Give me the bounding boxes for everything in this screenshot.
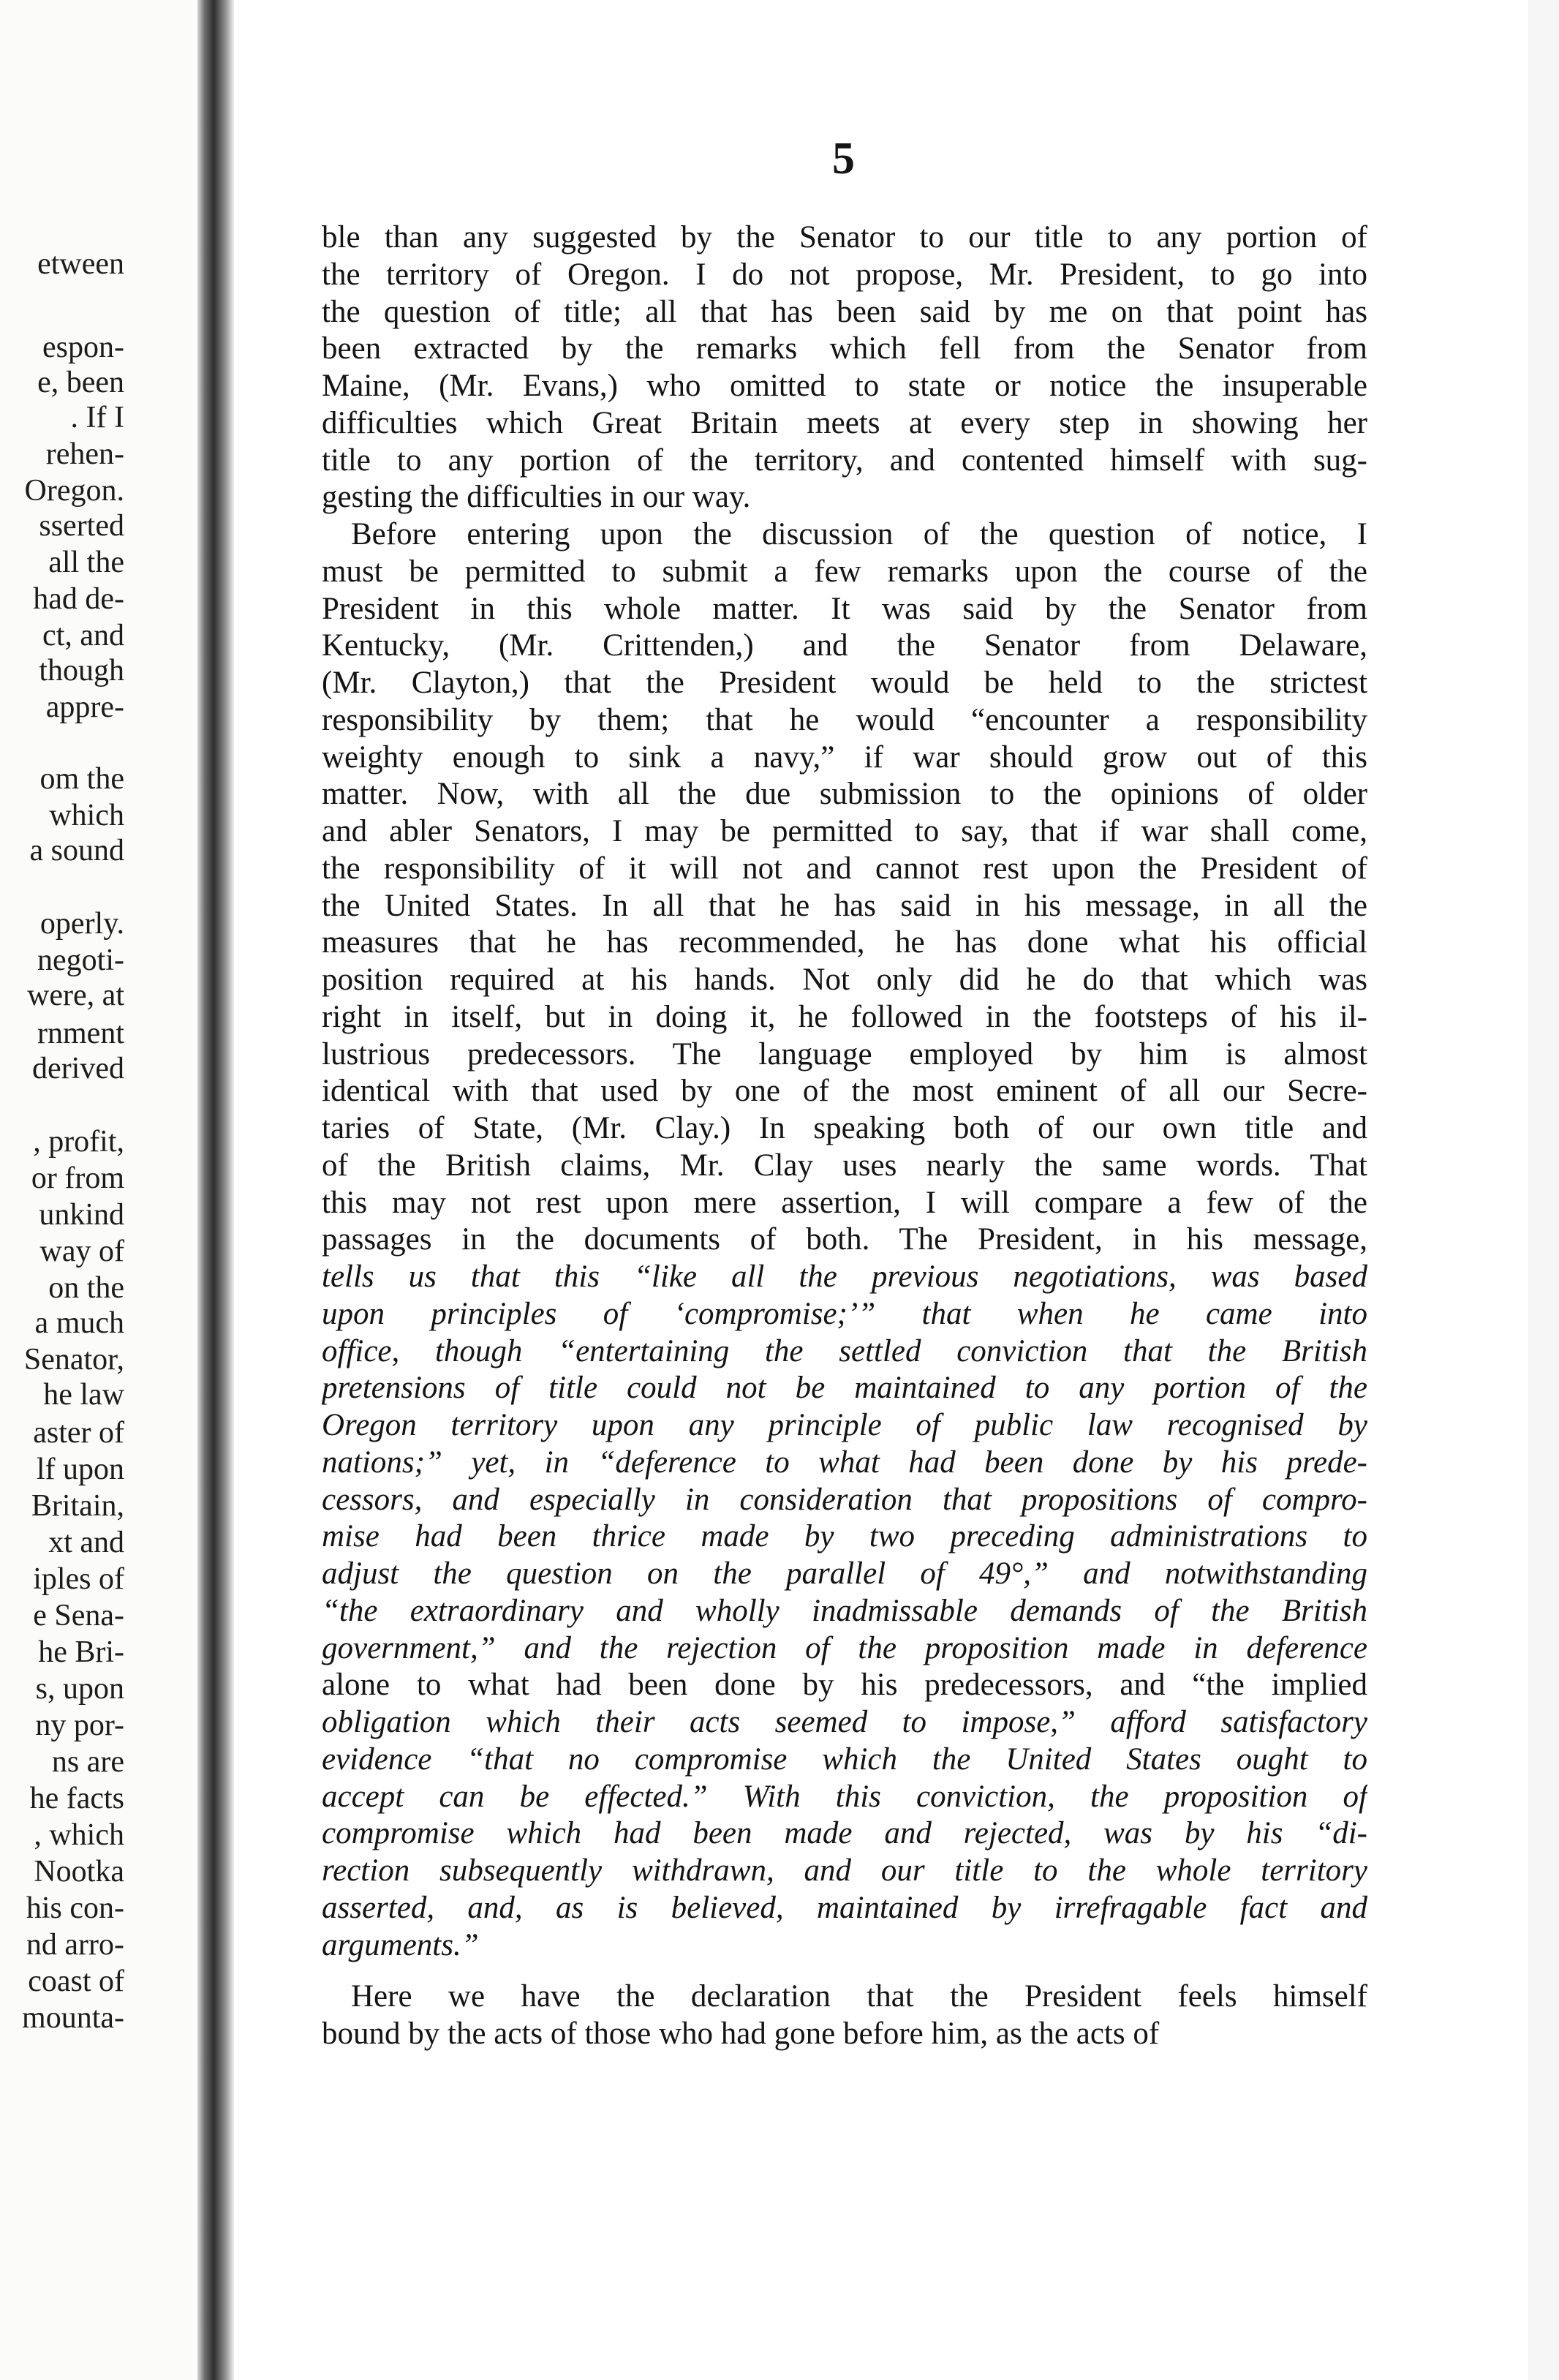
facing-page-line: s, upon (35, 1672, 124, 1706)
text-line: the question of title; all that has been said by me on that point has (322, 295, 1367, 329)
facing-page-line: e, been (37, 366, 124, 399)
facing-page-line: . If I (70, 401, 124, 434)
text-line: arguments.” (322, 1928, 479, 1962)
text-line: difficulties which Great Britain meets at every step in showing her (322, 406, 1367, 440)
facing-page-line: aster of (33, 1416, 124, 1450)
text-line: taries of State, (Mr. Clay.) In speaking both of our own title and (322, 1111, 1367, 1145)
facing-page-line: a sound (29, 834, 124, 867)
facing-page-line: e Sena- (33, 1599, 124, 1633)
text-line: Kentucky, (Mr. Crittenden,) and the Senator from Delaware, (322, 628, 1367, 663)
facing-page-line: sserted (39, 509, 124, 543)
facing-page-line: xt and (48, 1526, 124, 1559)
text-line: title to any portion of the territory, and contented himself with sug- (322, 443, 1367, 478)
facing-page-line: unkind (39, 1198, 124, 1232)
facing-page-line: his con- (26, 1891, 124, 1925)
text-line: must be permitted to submit a few remarks upon the course of the (322, 554, 1367, 589)
text-line: accept can be effected.” With this conviction, the proposition of (322, 1780, 1367, 1814)
text-line: cessors, and especially in consideration that propositions of compro- (322, 1483, 1367, 1517)
facing-page-line: operly. (39, 907, 124, 941)
text-line: and abler Senators, I may be permitted to say, that if war shall come, (322, 814, 1367, 848)
facing-page-line: om the (39, 762, 124, 796)
facing-page-line: which (49, 799, 124, 832)
text-line: President in this whole matter. It was said by the Senator from (322, 592, 1367, 626)
facing-page-line: he law (43, 1378, 124, 1412)
text-line: nations;” yet, in “deference to what had been done by his prede- (322, 1445, 1367, 1480)
text-line: passages in the documents of both. The President, in his message, (322, 1222, 1367, 1257)
text-line: right in itself, but in doing it, he followed in the footsteps of his il- (322, 1000, 1367, 1034)
text-line: pretensions of title could not be maintained to any portion of the (322, 1371, 1367, 1405)
facing-page-line: Nootka (34, 1855, 124, 1888)
facing-page-line: Senator, (23, 1343, 124, 1377)
facing-page-line: iples of (33, 1562, 124, 1596)
text-line: gesting the difficulties in our way. (322, 480, 751, 514)
text-line: the responsibility of it will not and cannot rest upon the President of (322, 851, 1367, 886)
facing-page-line: ct, and (42, 619, 124, 652)
facing-page-line: had de- (33, 582, 124, 616)
facing-page-line: negoti- (37, 944, 124, 977)
text-line: responsibility by them; that he would “encounter a responsibility (322, 703, 1367, 737)
text-line: matter. Now, with all the due submission to the opinions of older (322, 777, 1367, 811)
text-line: measures that he has recommended, he has done what his official (322, 925, 1367, 960)
facing-page-line: though (39, 654, 124, 688)
facing-page-line: all the (48, 546, 124, 579)
book-gutter (197, 0, 234, 2380)
facing-page-fragment (0, 0, 197, 2380)
facing-page-line: nd arro- (26, 1928, 124, 1962)
text-line: rection subsequently withdrawn, and our title to the whole territory (322, 1853, 1367, 1888)
facing-page-line: ns are (51, 1745, 124, 1779)
text-line: bound by the acts of those who had gone before him, as the acts of (322, 2016, 1160, 2051)
text-line: obligation which their acts seemed to impose,” afford satisfactory (322, 1705, 1367, 1739)
text-line: weighty enough to sink a navy,” if war should grow out of this (322, 740, 1367, 775)
text-line: ble than any suggested by the Senator to our title to any portion of (322, 220, 1367, 255)
facing-page-line: or from (31, 1161, 124, 1195)
text-line: Before entering upon the discussion of the question of notice, I (351, 517, 1367, 551)
text-line: office, though “entertaining the settled conviction that the British (322, 1334, 1367, 1368)
facing-page-line: were, at (27, 979, 124, 1012)
text-line: this may not rest upon mere assertion, I will compare a few of the (322, 1186, 1367, 1220)
facing-page-line: way of (39, 1235, 124, 1268)
text-line: government,” and the rejection of the proposition made in deference (322, 1631, 1367, 1665)
facing-page-line: Oregon. (24, 474, 124, 508)
text-line: upon principles of ‘compromise;’” that when he came into (322, 1297, 1367, 1331)
facing-page-line: he facts (29, 1782, 124, 1815)
text-line: tells us that this “like all the previous negotiations, was based (322, 1259, 1367, 1294)
text-line: Oregon territory upon any principle of public law recognised by (322, 1408, 1367, 1442)
facing-page-line: , profit, (33, 1125, 124, 1159)
facing-page-line: mounta- (22, 2001, 124, 2035)
facing-page-line: lf upon (36, 1453, 124, 1486)
facing-page-line: on the (48, 1271, 124, 1305)
text-line: (Mr. Clayton,) that the President would be held to the strictest (322, 666, 1367, 700)
page-edge (1528, 0, 1559, 2380)
text-line: alone to what had been done by his predecessors, and “the implied (322, 1668, 1367, 1702)
text-line: lustrious predecessors. The language employed by him is almost (322, 1037, 1367, 1072)
text-line: of the British claims, Mr. Clay uses nearly the same words. That (322, 1148, 1367, 1183)
facing-page-line: derived (32, 1052, 124, 1085)
facing-page-line: espon- (42, 331, 124, 364)
text-line: Maine, (Mr. Evans,) who omitted to state or notice the insuperable (322, 369, 1367, 403)
facing-page-line: etween (37, 247, 124, 281)
facing-page-line: , which (34, 1818, 124, 1852)
text-line: mise had been thrice made by two preceding administrations to (322, 1519, 1367, 1554)
text-line: the United States. In all that he has said in his message, in all the (322, 889, 1367, 923)
text-line: “the extraordinary and wholly inadmissable demands of the British (322, 1594, 1367, 1628)
facing-page-line: ny por- (35, 1709, 124, 1742)
facing-page-line: Britain, (31, 1489, 124, 1523)
text-line: the territory of Oregon. I do not propose, Mr. President, to go into (322, 257, 1367, 292)
facing-page-line: appre- (45, 690, 124, 724)
text-line: asserted, and, as is believed, maintained by irrefragable fact and (322, 1891, 1367, 1925)
text-line: compromise which had been made and rejected, was by his “di- (322, 1816, 1367, 1850)
text-line: identical with that used by one of the most eminent of all our Secre- (322, 1074, 1367, 1108)
facing-page-line: rnment (37, 1017, 124, 1050)
text-line: adjust the question on the parallel of 49°,” and notwithstanding (322, 1556, 1367, 1591)
text-line: Here we have the declaration that the President feels himself (351, 1979, 1367, 2014)
facing-page-line: a much (34, 1306, 124, 1340)
facing-page-line: he Bri- (38, 1635, 124, 1669)
facing-page-line: coast of (28, 1965, 124, 1998)
text-line: been extracted by the remarks which fell from the Senator from (322, 331, 1367, 366)
facing-page-line: rehen- (45, 437, 124, 471)
text-line: evidence “that no compromise which the United States ought to (322, 1742, 1367, 1777)
page-number: 5 (832, 134, 855, 184)
text-line: position required at his hands. Not only did he do that which was (322, 963, 1367, 997)
